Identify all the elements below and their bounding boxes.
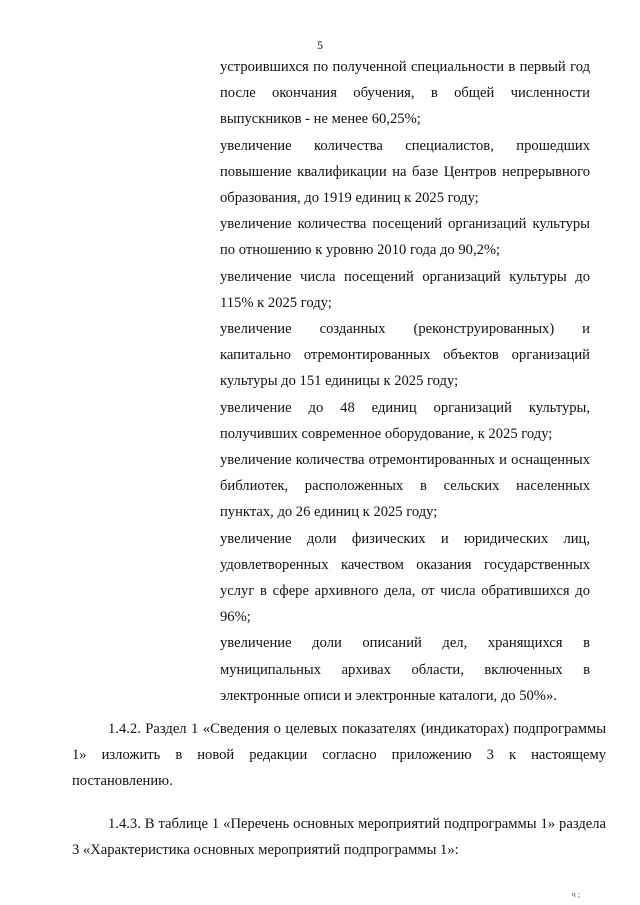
list-item: устроившихся по полученной специальности в первый год после окончания обучения, в общей численности выпускников - не менее 60,25%; [220,59,590,128]
list-item: увеличение количества посещений организаций культуры по отношению к уровню 2010 года до 90,2%; [220,216,590,259]
list-item: увеличение созданных (реконструированных) и капитально отремонтированных объектов организаций культуры до 151 единицы к 2025 году; [220,321,590,390]
list-item: увеличение доли физических и юридических лиц, удовлетворенных качеством оказания государственных услуг в сфере архивного дела, от числа обратившихся до 96%; [220,530,590,626]
page-number: 5 [317,38,323,52]
indicator-list [220,54,590,709]
list-item: увеличение количества отремонтированных и оснащенных библиотек, расположенных в сельских населенных пунктах, до 26 единиц к 2025 году; [220,452,590,521]
list-item: увеличение числа посещений организаций культуры до 115% к 2025 году; [220,268,590,311]
scan-mark: ч ; [571,890,580,899]
body-paragraph: 1.4.3. В таблице 1 «Перечень основных мероприятий подпрограммы 1» раздела 3 «Характеристика основных мероприятий подпрограммы 1»: [72,816,606,858]
body-paragraph: 1.4.2. Раздел 1 «Сведения о целевых показателях (индикаторах) подпрограммы 1» изложить в новой редакции согласно приложению 3 к настоящему постановлению. [72,721,606,789]
list-item: увеличение количества специалистов, прошедших повышение квалификации на базе Центров непрерывного образования, до 1919 единиц к 2025 году; [220,137,590,207]
list-item: увеличение до 48 единиц организаций культуры, получивших современное оборудование, к 2025 году; [220,399,590,442]
list-item: увеличение доли описаний дел, хранящихся в муниципальных архивах области, включенных в электронные описи и электронные каталоги, до 50%». [220,635,590,704]
